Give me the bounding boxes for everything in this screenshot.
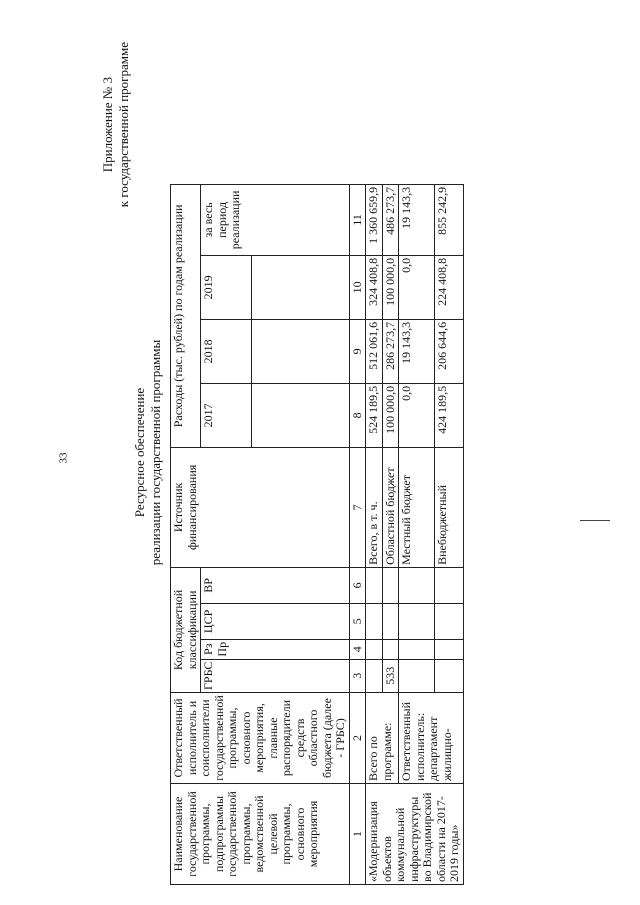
- cell-vr: [382, 567, 399, 603]
- header-budget-code: Код бюджетной классификации: [171, 567, 201, 692]
- header-expenses: Расходы (тыс. рублей) по годам реализации: [171, 184, 201, 447]
- cell-rz-pr: [399, 639, 435, 659]
- col-number: 8: [349, 383, 366, 447]
- cell-grbs-code: 533: [382, 659, 399, 692]
- col-number: 4: [349, 639, 366, 659]
- header-rz-pr: Рз Пр: [201, 639, 350, 659]
- header-name: Наименование государственной программы, подпрограммы государственной программы, ведомственной целевой программы, основного мероприятия: [171, 784, 350, 885]
- header-2017-blank: [251, 383, 349, 447]
- header-2019: 2019: [201, 255, 252, 319]
- value-total: 19 143,3: [399, 184, 435, 255]
- document-title: [132, 0, 164, 905]
- cell-csr: [366, 603, 383, 639]
- total-by-program-label: Всего по программе:: [366, 693, 399, 784]
- value-2018: 512 061,6: [366, 319, 383, 383]
- value-2018: 206 644,6: [435, 319, 464, 383]
- value-total: 1 360 659,9: [366, 184, 383, 255]
- header-csr: ЦСР: [201, 603, 350, 639]
- cell-vr: [366, 567, 383, 603]
- value-2017: 524 189,5: [366, 383, 383, 447]
- col-number: 5: [349, 603, 366, 639]
- value-2019: 224 408,8: [435, 255, 464, 319]
- col-number: 10: [349, 255, 366, 319]
- title-line-1: Ресурсное обеспечение: [132, 387, 147, 518]
- title-line-2: реализации государственной программы: [148, 339, 163, 566]
- header-2018: 2018: [201, 319, 252, 383]
- value-total: 855 242,9: [435, 184, 464, 255]
- col-number: 9: [349, 319, 366, 383]
- value-2017: 100 000,0: [382, 383, 399, 447]
- col-number: 1: [349, 784, 366, 885]
- appendix-label: [100, 42, 132, 207]
- cell-grbs: [399, 659, 435, 692]
- source-cell: Местный бюджет: [399, 447, 435, 567]
- value-2017: 424 189,5: [435, 383, 464, 447]
- value-2018: 286 273,7: [382, 319, 399, 383]
- col-number: 11: [349, 184, 366, 255]
- cell-vr: [399, 567, 435, 603]
- resource-table: [170, 184, 464, 885]
- header-2019-blank: [251, 255, 349, 319]
- cell-csr: [435, 603, 464, 639]
- cell-rz-pr: [382, 639, 399, 659]
- cell-grbs: [435, 659, 464, 692]
- col-number: 6: [349, 567, 366, 603]
- col-number: 7: [349, 447, 366, 567]
- appendix-line-2: к государственной программе: [116, 42, 131, 208]
- source-cell: Всего, в т. ч.: [366, 447, 383, 567]
- cell-csr: [382, 603, 399, 639]
- source-cell: Внебюджетный: [435, 447, 464, 567]
- source-cell: Областной бюджет: [382, 447, 399, 567]
- cell-grbs: [366, 659, 383, 692]
- page-number: 33: [57, 452, 70, 464]
- header-responsible: Ответственный исполнитель и соисполнители государственной программы, основного мероприятия, главные распорядители средств областного бюджета (далее - ГРБС): [171, 693, 350, 784]
- header-source: Источник финансирования: [171, 447, 350, 567]
- value-total: 486 273,7: [382, 184, 399, 255]
- value-2019: 0,0: [399, 255, 435, 319]
- value-2019: 324 408,8: [366, 255, 383, 319]
- value-2018: 19 143,3: [399, 319, 435, 383]
- appendix-line-1: Приложение № 3: [100, 77, 115, 173]
- header-total-period: за весь период реализации: [201, 184, 350, 255]
- header-grbs: ГРБС: [201, 659, 350, 692]
- value-2019: 100 000,0: [382, 255, 399, 319]
- cell-csr: [399, 603, 435, 639]
- header-2017: 2017: [201, 383, 252, 447]
- col-number: 3: [349, 659, 366, 692]
- cell-rz-pr: [366, 639, 383, 659]
- responsible-executor-label: Ответственный исполнитель: департамент жилищно-: [399, 693, 464, 784]
- col-number: 2: [349, 693, 366, 784]
- cell-vr: [435, 567, 464, 603]
- header-2018-blank: [251, 319, 349, 383]
- cell-rz-pr: [435, 639, 464, 659]
- header-vr: ВР: [201, 567, 350, 603]
- value-2017: 0,0: [399, 383, 435, 447]
- program-name: «Модернизация объектов коммунальной инфраструктуры во Владимирской области на 2017-2019 годы»: [366, 784, 464, 885]
- margin-mark: [580, 520, 610, 521]
